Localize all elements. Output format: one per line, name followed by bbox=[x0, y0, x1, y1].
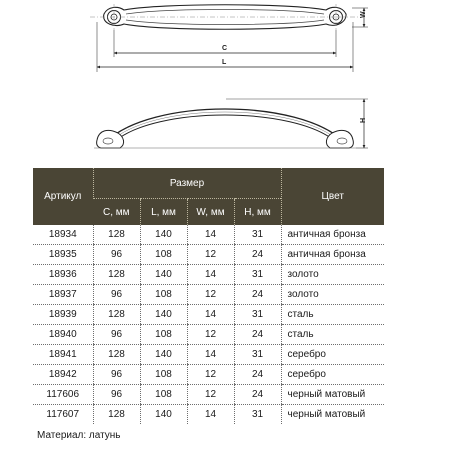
cell-color: черный матовый bbox=[281, 405, 384, 425]
cell-w: 12 bbox=[187, 245, 234, 265]
cell-l: 140 bbox=[140, 305, 187, 325]
handle-side-view bbox=[94, 109, 356, 148]
dimension-c-label: C bbox=[222, 45, 228, 52]
table-row bbox=[33, 365, 384, 385]
cell-l: 140 bbox=[140, 405, 187, 425]
spec-table bbox=[33, 168, 384, 424]
cell-w: 14 bbox=[187, 345, 234, 365]
cell-w: 12 bbox=[187, 365, 234, 385]
cell-l: 108 bbox=[140, 385, 187, 405]
cell-color: серебро bbox=[281, 365, 384, 385]
handle-top-view bbox=[90, 4, 360, 30]
cell-w: 14 bbox=[187, 405, 234, 425]
cell-color: античная бронза bbox=[281, 245, 384, 265]
cell-l: 108 bbox=[140, 325, 187, 345]
cell-h: 24 bbox=[234, 385, 281, 405]
header-size-group: Размер bbox=[93, 168, 281, 199]
cell-h: 31 bbox=[234, 305, 281, 325]
spec-table-body bbox=[33, 225, 384, 424]
cell-h: 31 bbox=[234, 225, 281, 245]
header-l-mm: L, мм bbox=[140, 199, 187, 226]
header-w-mm: W, мм bbox=[187, 199, 234, 226]
cell-c: 96 bbox=[93, 325, 140, 345]
header-c-mm: С, мм bbox=[93, 199, 140, 226]
cell-color: золото bbox=[281, 265, 384, 285]
cell-h: 24 bbox=[234, 365, 281, 385]
cell-article: 18939 bbox=[33, 305, 93, 325]
cell-article: 18937 bbox=[33, 285, 93, 305]
cell-c: 128 bbox=[93, 305, 140, 325]
table-row bbox=[33, 385, 384, 405]
cell-article: 18940 bbox=[33, 325, 93, 345]
cell-w: 14 bbox=[187, 305, 234, 325]
cell-w: 14 bbox=[187, 265, 234, 285]
cell-h: 31 bbox=[234, 265, 281, 285]
dimension-c bbox=[114, 30, 336, 57]
cell-l: 108 bbox=[140, 245, 187, 265]
cell-c: 128 bbox=[93, 345, 140, 365]
cell-color: серебро bbox=[281, 345, 384, 365]
cell-c: 96 bbox=[93, 385, 140, 405]
table-row bbox=[33, 245, 384, 265]
cell-article: 18934 bbox=[33, 225, 93, 245]
cell-c: 96 bbox=[93, 285, 140, 305]
cell-color: сталь bbox=[281, 325, 384, 345]
cell-w: 14 bbox=[187, 225, 234, 245]
cell-article: 117607 bbox=[46, 409, 80, 420]
cell-l: 140 bbox=[140, 345, 187, 365]
material-note: Материал: латунь bbox=[37, 430, 121, 441]
dimension-w-label: W bbox=[360, 11, 367, 18]
table-row bbox=[33, 345, 384, 365]
header-article: Артикул bbox=[33, 168, 93, 225]
cell-l: 108 bbox=[140, 365, 187, 385]
cell-w: 12 bbox=[187, 285, 234, 305]
cell-w: 12 bbox=[187, 325, 234, 345]
cell-c: 128 bbox=[93, 225, 140, 245]
cell-color: золото bbox=[281, 285, 384, 305]
cell-h: 24 bbox=[234, 325, 281, 345]
cell-color: черный матовый bbox=[281, 385, 384, 405]
table-row bbox=[33, 405, 384, 425]
cell-article: 117606 bbox=[33, 385, 93, 405]
table-row bbox=[33, 305, 384, 325]
cell-w: 12 bbox=[187, 385, 234, 405]
cell-article: 18941 bbox=[33, 345, 93, 365]
header-color: Цвет bbox=[281, 168, 384, 225]
table-row bbox=[33, 285, 384, 305]
cell-color: сталь bbox=[281, 305, 384, 325]
cell-article: 18935 bbox=[33, 245, 93, 265]
cell-l: 140 bbox=[140, 225, 187, 245]
cell-c: 96 bbox=[93, 365, 140, 385]
cell-l: 108 bbox=[140, 285, 187, 305]
handle-technical-drawing bbox=[0, 0, 450, 170]
cell-h: 31 bbox=[234, 405, 281, 425]
cell-l: 140 bbox=[140, 265, 187, 285]
dimension-h-label: H bbox=[360, 117, 367, 123]
table-row bbox=[33, 325, 384, 345]
dimension-l-label: L bbox=[222, 59, 227, 66]
cell-c: 128 bbox=[93, 265, 140, 285]
dimension-w bbox=[352, 8, 368, 27]
cell-h: 24 bbox=[234, 285, 281, 305]
cell-c: 128 bbox=[93, 405, 140, 425]
cell-h: 24 bbox=[234, 245, 281, 265]
spec-table-header bbox=[33, 168, 384, 225]
cell-h: 31 bbox=[234, 345, 281, 365]
cell-article: 18936 bbox=[33, 265, 93, 285]
table-row bbox=[33, 225, 384, 245]
table-row bbox=[33, 265, 384, 285]
cell-c: 96 bbox=[93, 245, 140, 265]
cell-color: античная бронза bbox=[281, 225, 384, 245]
cell-article: 18942 bbox=[33, 365, 93, 385]
header-h-mm: H, мм bbox=[234, 199, 281, 226]
